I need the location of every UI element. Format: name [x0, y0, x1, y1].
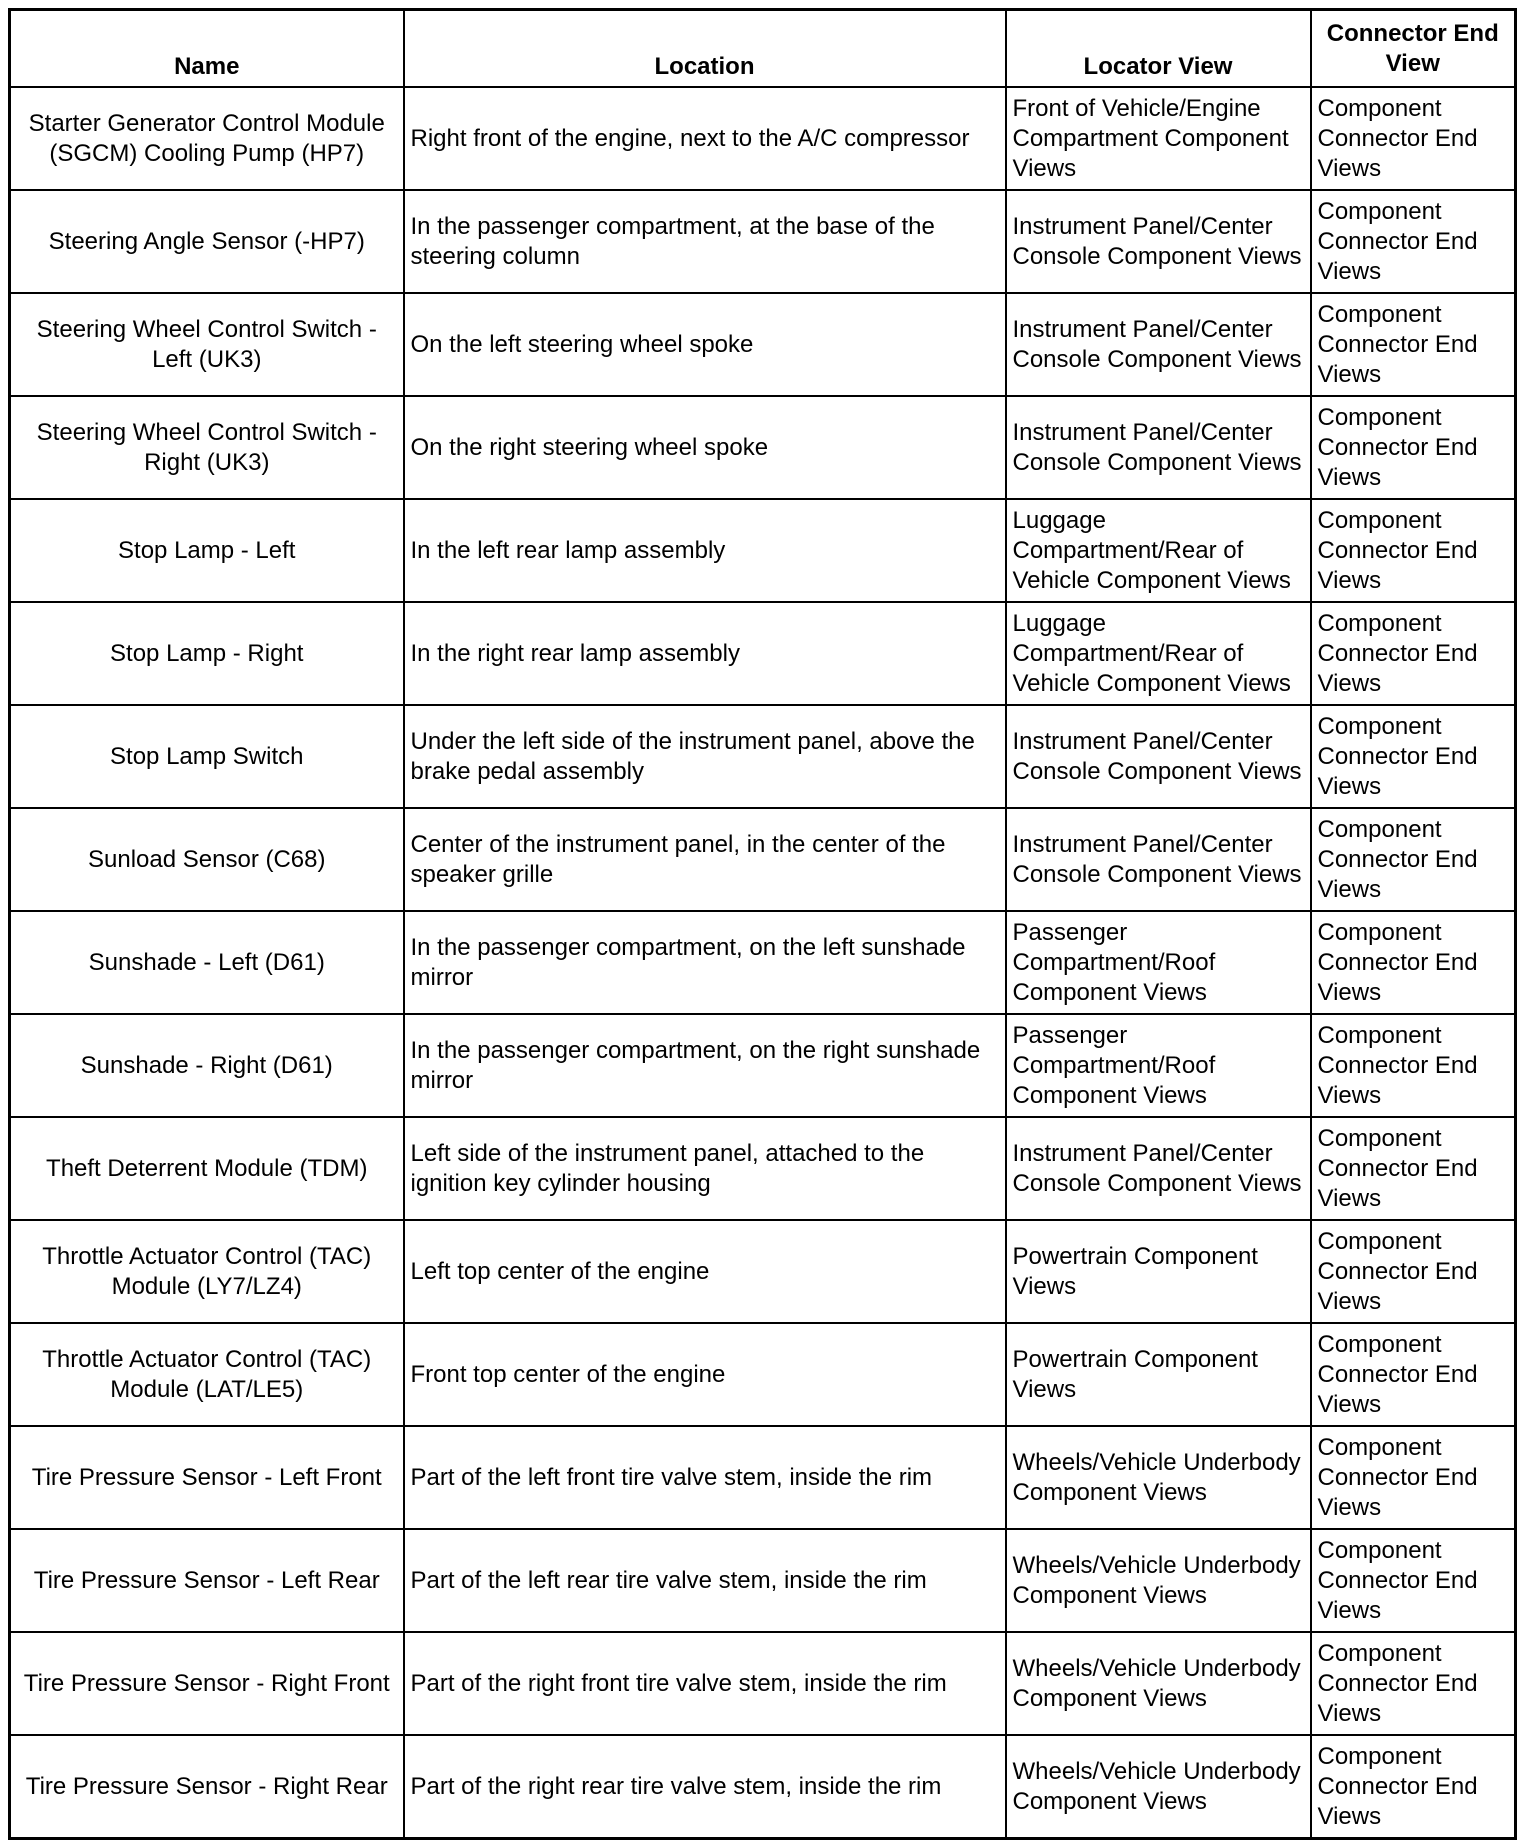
table-row	[10, 293, 1516, 396]
cell-locator-view: Instrument Panel/Center Console Component Views	[1006, 705, 1311, 808]
cell-location: Part of the right rear tire valve stem, inside the rim	[404, 1735, 1006, 1839]
cell-locator-view: Instrument Panel/Center Console Component Views	[1006, 396, 1311, 499]
cell-name: Tire Pressure Sensor - Right Rear	[10, 1735, 404, 1839]
cell-connector-end-view: Component Connector End Views	[1311, 396, 1516, 499]
cell-locator-view: Instrument Panel/Center Console Component Views	[1006, 190, 1311, 293]
cell-location: Part of the left front tire valve stem, inside the rim	[404, 1426, 1006, 1529]
cell-name: Sunload Sensor (C68)	[10, 808, 404, 911]
cell-connector-end-view: Component Connector End Views	[1311, 1117, 1516, 1220]
table-header	[10, 10, 1516, 88]
cell-locator-view: Wheels/Vehicle Underbody Component Views	[1006, 1632, 1311, 1735]
cell-name: Tire Pressure Sensor - Left Front	[10, 1426, 404, 1529]
cell-connector-end-view: Component Connector End Views	[1311, 1426, 1516, 1529]
cell-location: In the right rear lamp assembly	[404, 602, 1006, 705]
table-row	[10, 1220, 1516, 1323]
cell-name: Sunshade - Right (D61)	[10, 1014, 404, 1117]
table-row	[10, 87, 1516, 190]
table-row	[10, 705, 1516, 808]
cell-connector-end-view: Component Connector End Views	[1311, 1220, 1516, 1323]
cell-connector-end-view: Component Connector End Views	[1311, 1632, 1516, 1735]
table-row	[10, 911, 1516, 1014]
cell-name: Throttle Actuator Control (TAC) Module (LY7/LZ4)	[10, 1220, 404, 1323]
table-row	[10, 1323, 1516, 1426]
cell-locator-view: Wheels/Vehicle Underbody Component Views	[1006, 1735, 1311, 1839]
cell-connector-end-view: Component Connector End Views	[1311, 1529, 1516, 1632]
table-row	[10, 1735, 1516, 1839]
cell-connector-end-view: Component Connector End Views	[1311, 293, 1516, 396]
header-name: Name	[10, 10, 404, 88]
cell-locator-view: Wheels/Vehicle Underbody Component Views	[1006, 1529, 1311, 1632]
table-row	[10, 602, 1516, 705]
cell-locator-view: Wheels/Vehicle Underbody Component Views	[1006, 1426, 1311, 1529]
cell-connector-end-view: Component Connector End Views	[1311, 808, 1516, 911]
cell-locator-view: Luggage Compartment/Rear of Vehicle Component Views	[1006, 499, 1311, 602]
cell-connector-end-view: Component Connector End Views	[1311, 1735, 1516, 1839]
cell-locator-view: Passenger Compartment/Roof Component Views	[1006, 911, 1311, 1014]
table-row	[10, 499, 1516, 602]
cell-name: Steering Wheel Control Switch - Right (UK3)	[10, 396, 404, 499]
cell-location: Left top center of the engine	[404, 1220, 1006, 1323]
table-row	[10, 1426, 1516, 1529]
cell-locator-view: Instrument Panel/Center Console Component Views	[1006, 293, 1311, 396]
component-locator-table	[8, 8, 1517, 1840]
cell-location: Part of the right front tire valve stem, inside the rim	[404, 1632, 1006, 1735]
cell-location: In the passenger compartment, on the right sunshade mirror	[404, 1014, 1006, 1117]
header-row	[10, 10, 1516, 88]
table-row	[10, 396, 1516, 499]
cell-location: Center of the instrument panel, in the center of the speaker grille	[404, 808, 1006, 911]
cell-name: Steering Wheel Control Switch - Left (UK3)	[10, 293, 404, 396]
cell-location: On the left steering wheel spoke	[404, 293, 1006, 396]
cell-connector-end-view: Component Connector End Views	[1311, 499, 1516, 602]
cell-locator-view: Instrument Panel/Center Console Component Views	[1006, 1117, 1311, 1220]
cell-connector-end-view: Component Connector End Views	[1311, 190, 1516, 293]
header-connector-end-view: Connector End View	[1311, 10, 1516, 88]
cell-locator-view: Front of Vehicle/Engine Compartment Component Views	[1006, 87, 1311, 190]
cell-location: Left side of the instrument panel, attached to the ignition key cylinder housing	[404, 1117, 1006, 1220]
cell-locator-view: Instrument Panel/Center Console Component Views	[1006, 808, 1311, 911]
cell-connector-end-view: Component Connector End Views	[1311, 1323, 1516, 1426]
cell-name: Tire Pressure Sensor - Right Front	[10, 1632, 404, 1735]
cell-name: Throttle Actuator Control (TAC) Module (LAT/LE5)	[10, 1323, 404, 1426]
table-row	[10, 190, 1516, 293]
cell-location: In the left rear lamp assembly	[404, 499, 1006, 602]
header-location: Location	[404, 10, 1006, 88]
cell-connector-end-view: Component Connector End Views	[1311, 602, 1516, 705]
table-row	[10, 808, 1516, 911]
cell-name: Tire Pressure Sensor - Left Rear	[10, 1529, 404, 1632]
cell-connector-end-view: Component Connector End Views	[1311, 1014, 1516, 1117]
cell-locator-view: Passenger Compartment/Roof Component Views	[1006, 1014, 1311, 1117]
cell-name: Sunshade - Left (D61)	[10, 911, 404, 1014]
cell-name: Stop Lamp - Left	[10, 499, 404, 602]
cell-name: Starter Generator Control Module (SGCM) Cooling Pump (HP7)	[10, 87, 404, 190]
cell-locator-view: Powertrain Component Views	[1006, 1323, 1311, 1426]
cell-location: Right front of the engine, next to the A/C compressor	[404, 87, 1006, 190]
cell-locator-view: Luggage Compartment/Rear of Vehicle Component Views	[1006, 602, 1311, 705]
cell-location: In the passenger compartment, on the left sunshade mirror	[404, 911, 1006, 1014]
cell-name: Steering Angle Sensor (-HP7)	[10, 190, 404, 293]
cell-locator-view: Powertrain Component Views	[1006, 1220, 1311, 1323]
cell-name: Stop Lamp Switch	[10, 705, 404, 808]
cell-location: Part of the left rear tire valve stem, inside the rim	[404, 1529, 1006, 1632]
cell-location: Front top center of the engine	[404, 1323, 1006, 1426]
table-row	[10, 1529, 1516, 1632]
cell-name: Stop Lamp - Right	[10, 602, 404, 705]
cell-connector-end-view: Component Connector End Views	[1311, 911, 1516, 1014]
header-locator-view: Locator View	[1006, 10, 1311, 88]
cell-location: Under the left side of the instrument panel, above the brake pedal assembly	[404, 705, 1006, 808]
table-body	[10, 87, 1516, 1839]
table-row	[10, 1117, 1516, 1220]
cell-location: On the right steering wheel spoke	[404, 396, 1006, 499]
cell-connector-end-view: Component Connector End Views	[1311, 87, 1516, 190]
cell-location: In the passenger compartment, at the base of the steering column	[404, 190, 1006, 293]
cell-connector-end-view: Component Connector End Views	[1311, 705, 1516, 808]
cell-name: Theft Deterrent Module (TDM)	[10, 1117, 404, 1220]
table-row	[10, 1632, 1516, 1735]
table-row	[10, 1014, 1516, 1117]
